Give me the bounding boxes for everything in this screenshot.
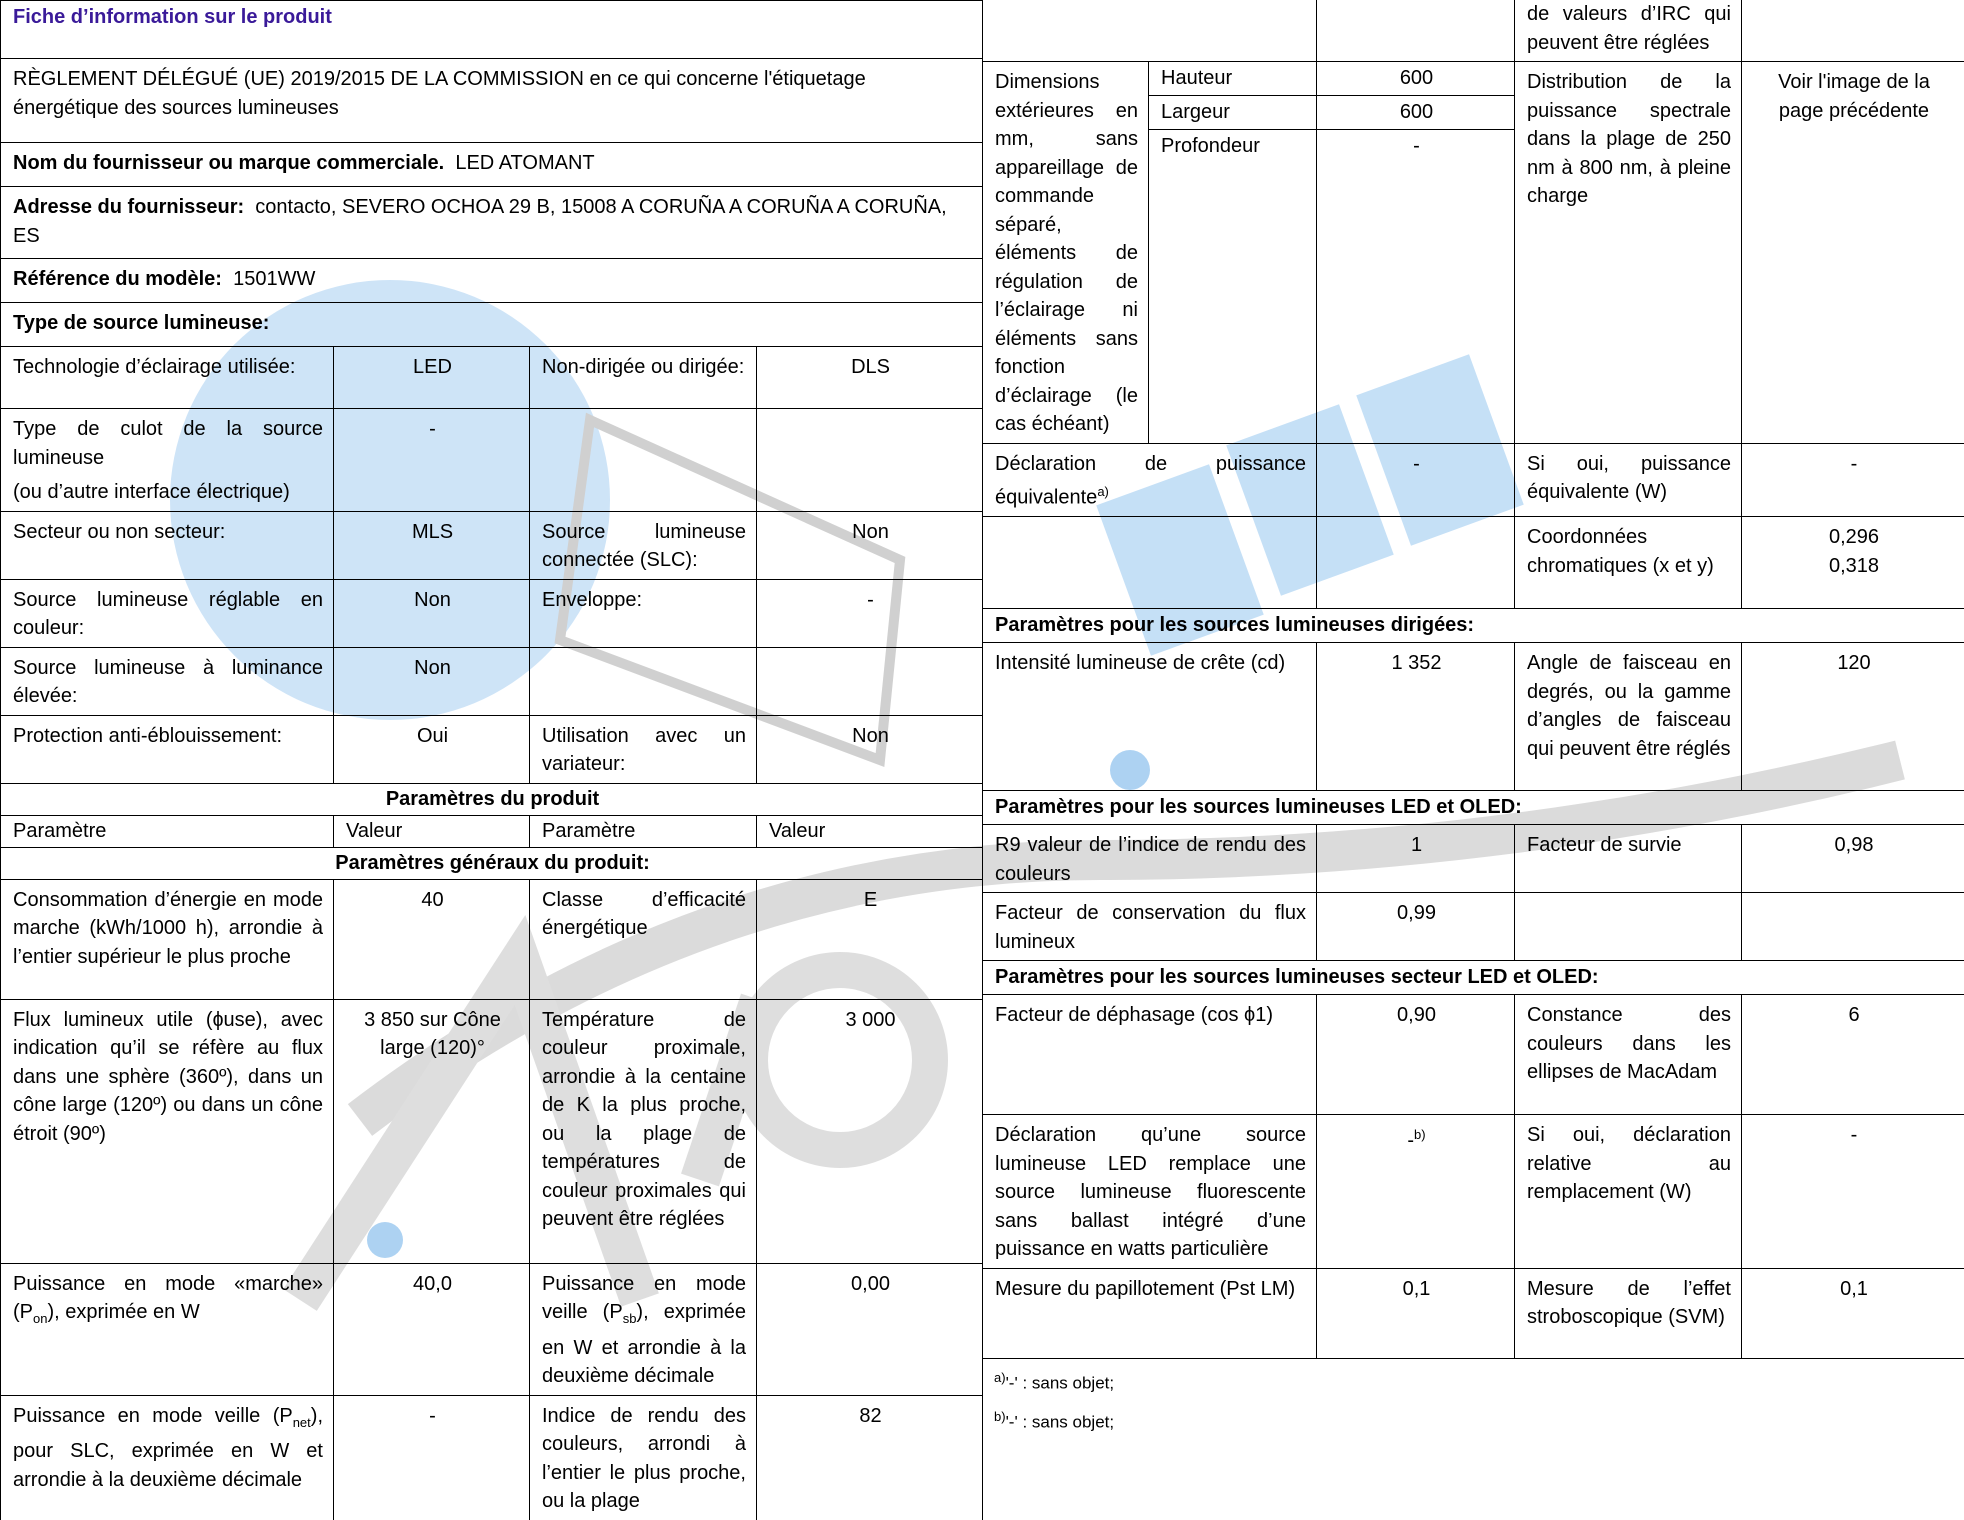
param-value <box>1742 517 1964 609</box>
address-label: Adresse du fournisseur: <box>13 196 244 218</box>
param-label: Consommation d’énergie en mode marche (kWh/1000 h), arrondie à l’entier supérieur le plus proche <box>1 879 334 999</box>
general-row-flux <box>1 999 983 1263</box>
text-sub: on <box>33 1311 47 1326</box>
cap-label-1: Type de culot de la source lumineuse <box>13 415 323 472</box>
text-sup: b) <box>994 1409 1006 1424</box>
width-label: Largeur <box>1149 96 1317 130</box>
param-value: Oui <box>334 715 530 783</box>
empty-cell <box>1742 0 1964 62</box>
param-label: Source lumineuse réglable en couleur: <box>1 579 334 647</box>
param-value: - <box>1742 1115 1964 1269</box>
param-label <box>530 409 757 512</box>
type-row-cap <box>1 409 983 512</box>
param-label <box>530 1263 757 1395</box>
param-label: R9 valeur de l’indice de rendu des couleurs <box>983 825 1317 893</box>
page-title: Fiche d’information sur le produit <box>1 1 983 59</box>
text-sup: a) <box>1097 484 1109 499</box>
param-label: Facteur de conservation du flux lumineux <box>983 893 1317 961</box>
mains-row-3 <box>983 1268 1964 1358</box>
param-label: Source lumineuse connectée (SLC): <box>530 511 757 579</box>
param-value: - <box>1742 443 1964 517</box>
param-label <box>983 443 1317 517</box>
param-value: 1 352 <box>1317 643 1515 791</box>
col-header-value: Valeur <box>334 815 530 847</box>
text-part: Déclaration de puissance équivalente <box>995 453 1306 509</box>
param-label: Secteur ou non secteur: <box>1 511 334 579</box>
param-value: 120 <box>1742 643 1964 791</box>
general-row-consumption <box>1 879 983 999</box>
param-value: Non <box>334 647 530 715</box>
type-row-technology <box>1 347 983 409</box>
param-value: - <box>1317 443 1515 517</box>
param-value: 0,99 <box>1317 893 1515 961</box>
text-sub: sb <box>623 1311 637 1326</box>
depth-label: Profondeur <box>1149 130 1317 443</box>
param-value: 0,1 <box>1742 1268 1964 1358</box>
right-column <box>982 0 1964 1442</box>
cap-label-2: (ou d’autre interface électrique) <box>13 478 323 507</box>
text-sup: b) <box>1414 1127 1426 1142</box>
param-label: Intensité lumineuse de crête (cd) <box>983 643 1317 791</box>
param-value: 6 <box>1742 995 1964 1115</box>
param-label <box>1 1395 334 1520</box>
param-label: Si oui, déclaration relative au remplacement (W) <box>1515 1115 1742 1269</box>
right-table <box>982 0 1964 1359</box>
text-part: Puissance en mode veille (P <box>542 1273 746 1324</box>
param-value: 3 000 <box>757 999 983 1263</box>
param-label: Facteur de survie <box>1515 825 1742 893</box>
spectral-distribution-value: Voir l'image de la page précédente <box>1742 62 1964 444</box>
param-value: LED <box>334 347 530 409</box>
param-value: 40,0 <box>334 1263 530 1395</box>
param-value <box>757 647 983 715</box>
directed-row <box>983 643 1964 791</box>
param-label: Non-dirigée ou dirigée: <box>530 347 757 409</box>
param-label: Utilisation avec un variateur: <box>530 715 757 783</box>
footnotes <box>982 1359 1964 1442</box>
param-value: 0,00 <box>757 1263 983 1395</box>
type-row-high-luminance <box>1 647 983 715</box>
type-row-anti-glare <box>1 715 983 783</box>
product-params-header: Paramètres du produit <box>1 783 983 815</box>
param-label: Facteur de déphasage (cos ϕ1) <box>983 995 1317 1115</box>
param-label: Angle de faisceau en degrés, ou la gamme d’angles de faisceau qui peuvent être réglés <box>1515 643 1742 791</box>
param-value: - <box>334 409 530 512</box>
param-label: Constance des couleurs dans les ellipses de MacAdam <box>1515 995 1742 1115</box>
param-value: 0,1 <box>1317 1268 1515 1358</box>
param-label: Mesure de l’effet stroboscopique (SVM) <box>1515 1268 1742 1358</box>
general-params-header: Paramètres généraux du produit: <box>1 847 983 879</box>
chromaticity-row <box>983 517 1964 609</box>
type-row-mains <box>1 511 983 579</box>
param-value: 0,90 <box>1317 995 1515 1115</box>
param-label: de valeurs d’IRC qui peuvent être réglées <box>1515 0 1742 62</box>
param-label: Flux lumineux utile (ɸuse), avec indication qu’il se réfère au flux dans une sphère (360º), dans un cône large (120º) ou dans un cône étroit (90º) <box>1 999 334 1263</box>
text-part: ), exprimée en W et arrondie à la deuxième décimale <box>542 1301 746 1387</box>
param-value: 40 <box>334 879 530 999</box>
param-label: Technologie d’éclairage utilisée: <box>1 347 334 409</box>
empty-cell <box>1515 893 1742 961</box>
led-row-1 <box>983 825 1964 893</box>
general-row-power <box>1 1263 983 1395</box>
chroma-y: 0,318 <box>1754 552 1954 581</box>
height-value: 600 <box>1317 62 1515 96</box>
empty-cell <box>1317 517 1515 609</box>
column-headers <box>1 815 983 847</box>
text-part: Puissance en mode veille (P <box>13 1405 293 1427</box>
address-value: contacto, SEVERO OCHOA 29 B, 15008 A CORUÑA A CORUÑA A CORUÑA, ES <box>13 196 947 247</box>
col-header-param: Paramètre <box>1 815 334 847</box>
empty-cell <box>1317 0 1515 62</box>
param-value: Non <box>757 715 983 783</box>
regulation-text: RÈGLEMENT DÉLÉGUÉ (UE) 2019/2015 DE LA COMMISSION en ce qui concerne l'étiquetage énergétique des sources lumineuses <box>1 59 983 143</box>
param-value: 3 850 sur Cône large (120)° <box>334 999 530 1263</box>
empty-cell <box>983 517 1317 609</box>
param-label <box>530 647 757 715</box>
supplier-row <box>1 143 983 187</box>
right-top-row <box>983 0 1964 62</box>
led-header: Paramètres pour les sources lumineuses LED et OLED: <box>983 791 1964 825</box>
directed-header: Paramètres pour les sources lumineuses dirigées: <box>983 609 1964 643</box>
depth-value: - <box>1317 130 1515 443</box>
text-part: '-' : sans objet; <box>1006 1373 1115 1392</box>
text-part: ), exprimée en W <box>47 1301 199 1323</box>
model-value: 1501WW <box>233 268 315 290</box>
model-row <box>1 259 983 303</box>
param-label: Source lumineuse à luminance élevée: <box>1 647 334 715</box>
param-value: DLS <box>757 347 983 409</box>
col-header-value: Valeur <box>757 815 983 847</box>
dims-row-height <box>983 62 1964 96</box>
text-part: ), pour SLC, exprimée en W et arrondie à la deuxième décimale <box>13 1405 323 1491</box>
type-header: Type de source lumineuse: <box>1 303 983 347</box>
param-value: 0,98 <box>1742 825 1964 893</box>
param-value <box>757 409 983 512</box>
param-value: 1 <box>1317 825 1515 893</box>
dimensions-label: Dimensions extérieures en mm, sans appareillage de commande séparé, éléments de régulation de l’éclairage ni éléments sans fonction d’éclairage (le cas échéant) <box>983 62 1149 444</box>
text-part: - <box>1407 1130 1414 1152</box>
param-label: Si oui, puissance équivalente (W) <box>1515 443 1742 517</box>
param-label <box>1 409 334 512</box>
param-label: Classe d’efficacité énergétique <box>530 879 757 999</box>
address-row <box>1 187 983 259</box>
empty-cell <box>1742 893 1964 961</box>
equivalent-power-row <box>983 443 1964 517</box>
param-value: Non <box>757 511 983 579</box>
param-value: Non <box>334 579 530 647</box>
param-label: Indice de rendu des couleurs, arrondi à l’entier le plus proche, ou la plage <box>530 1395 757 1520</box>
type-row-colour-tuneable <box>1 579 983 647</box>
param-value <box>1317 1115 1515 1269</box>
text-part: Puissance en mode «marche» (P <box>13 1273 323 1324</box>
supplier-value: LED ATOMANT <box>455 152 594 174</box>
param-label: Protection anti-éblouissement: <box>1 715 334 783</box>
empty-cell <box>983 0 1317 62</box>
param-label: Température de couleur proximale, arrondie à la centaine de K la plus proche, ou la plage de températures de couleur proximales qui peuvent être réglées <box>530 999 757 1263</box>
param-label: Enveloppe: <box>530 579 757 647</box>
mains-header: Paramètres pour les sources lumineuses secteur LED et OLED: <box>983 961 1964 995</box>
footnote-a <box>994 1361 1952 1401</box>
width-value: 600 <box>1317 96 1515 130</box>
general-row-networked <box>1 1395 983 1520</box>
param-label: Déclaration qu’une source lumineuse LED remplace une source lumineuse fluorescente sans ballast intégré d’une puissance en watts particulière <box>983 1115 1317 1269</box>
text-sup: a) <box>994 1370 1006 1385</box>
mains-row-1 <box>983 995 1964 1115</box>
param-value: - <box>757 579 983 647</box>
col-header-param: Paramètre <box>530 815 757 847</box>
param-label <box>1 1263 334 1395</box>
spectral-distribution-label: Distribution de la puissance spectrale dans la plage de 250 nm à 800 nm, à pleine charge <box>1515 62 1742 444</box>
mains-row-2 <box>983 1115 1964 1269</box>
text-part: '-' : sans objet; <box>1006 1413 1115 1432</box>
text-sub: net <box>293 1415 311 1430</box>
led-row-2 <box>983 893 1964 961</box>
footnote-b <box>994 1400 1952 1440</box>
supplier-label: Nom du fournisseur ou marque commerciale. <box>13 152 444 174</box>
chroma-x: 0,296 <box>1754 523 1954 552</box>
model-label: Référence du modèle: <box>13 268 222 290</box>
param-value: 82 <box>757 1395 983 1520</box>
param-value: E <box>757 879 983 999</box>
height-label: Hauteur <box>1149 62 1317 96</box>
param-label: Mesure du papillotement (Pst LM) <box>983 1268 1317 1358</box>
param-label: Coordonnées chromatiques (x et y) <box>1515 517 1742 609</box>
param-value: MLS <box>334 511 530 579</box>
param-value: - <box>334 1395 530 1520</box>
